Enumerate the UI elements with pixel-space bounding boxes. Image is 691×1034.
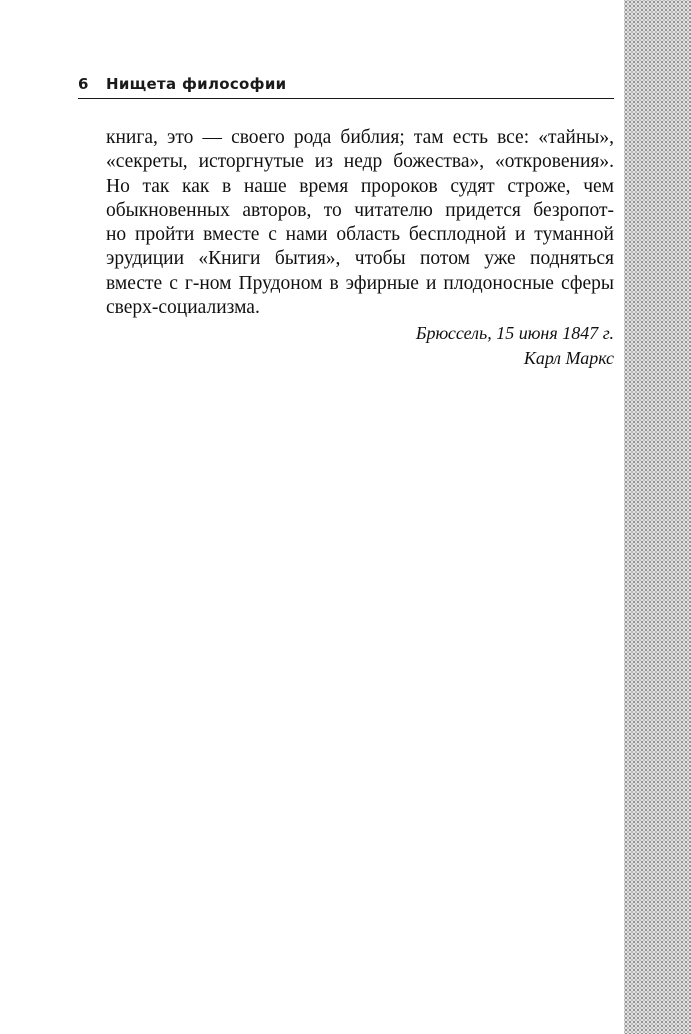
page-edge-pattern [624,0,691,1034]
author-name: Карл Маркс [523,347,614,368]
text-line: но пройти вместе с нами область бесплодной и туманной [106,224,614,246]
body-paragraph [106,126,614,320]
text-line: сверх-социализма. [106,297,260,319]
text-line: «секреты, исторгнутые из недр божества», «откровения». [106,151,614,173]
signature-block [106,321,614,370]
text-line: Но так как в наше время пророков судят строже, чем [106,175,614,197]
text-line: книга, это — своего рода библия; там есть все: «тайны», [106,127,614,148]
page-number: 6 [78,75,89,93]
text-line: обыкновенных авторов, то читателю придется безропот- [106,199,614,221]
text-line: вместе с г-ном Прудоном в эфирные и плодоносные сферы [106,272,614,294]
text-line: эрудиции «Книги бытия», чтобы потом уже подняться [106,248,614,270]
running-title: Нищета философии [106,75,287,93]
place-date: Брюссель, 15 июня 1847 г. [415,323,614,343]
running-header [78,74,614,99]
